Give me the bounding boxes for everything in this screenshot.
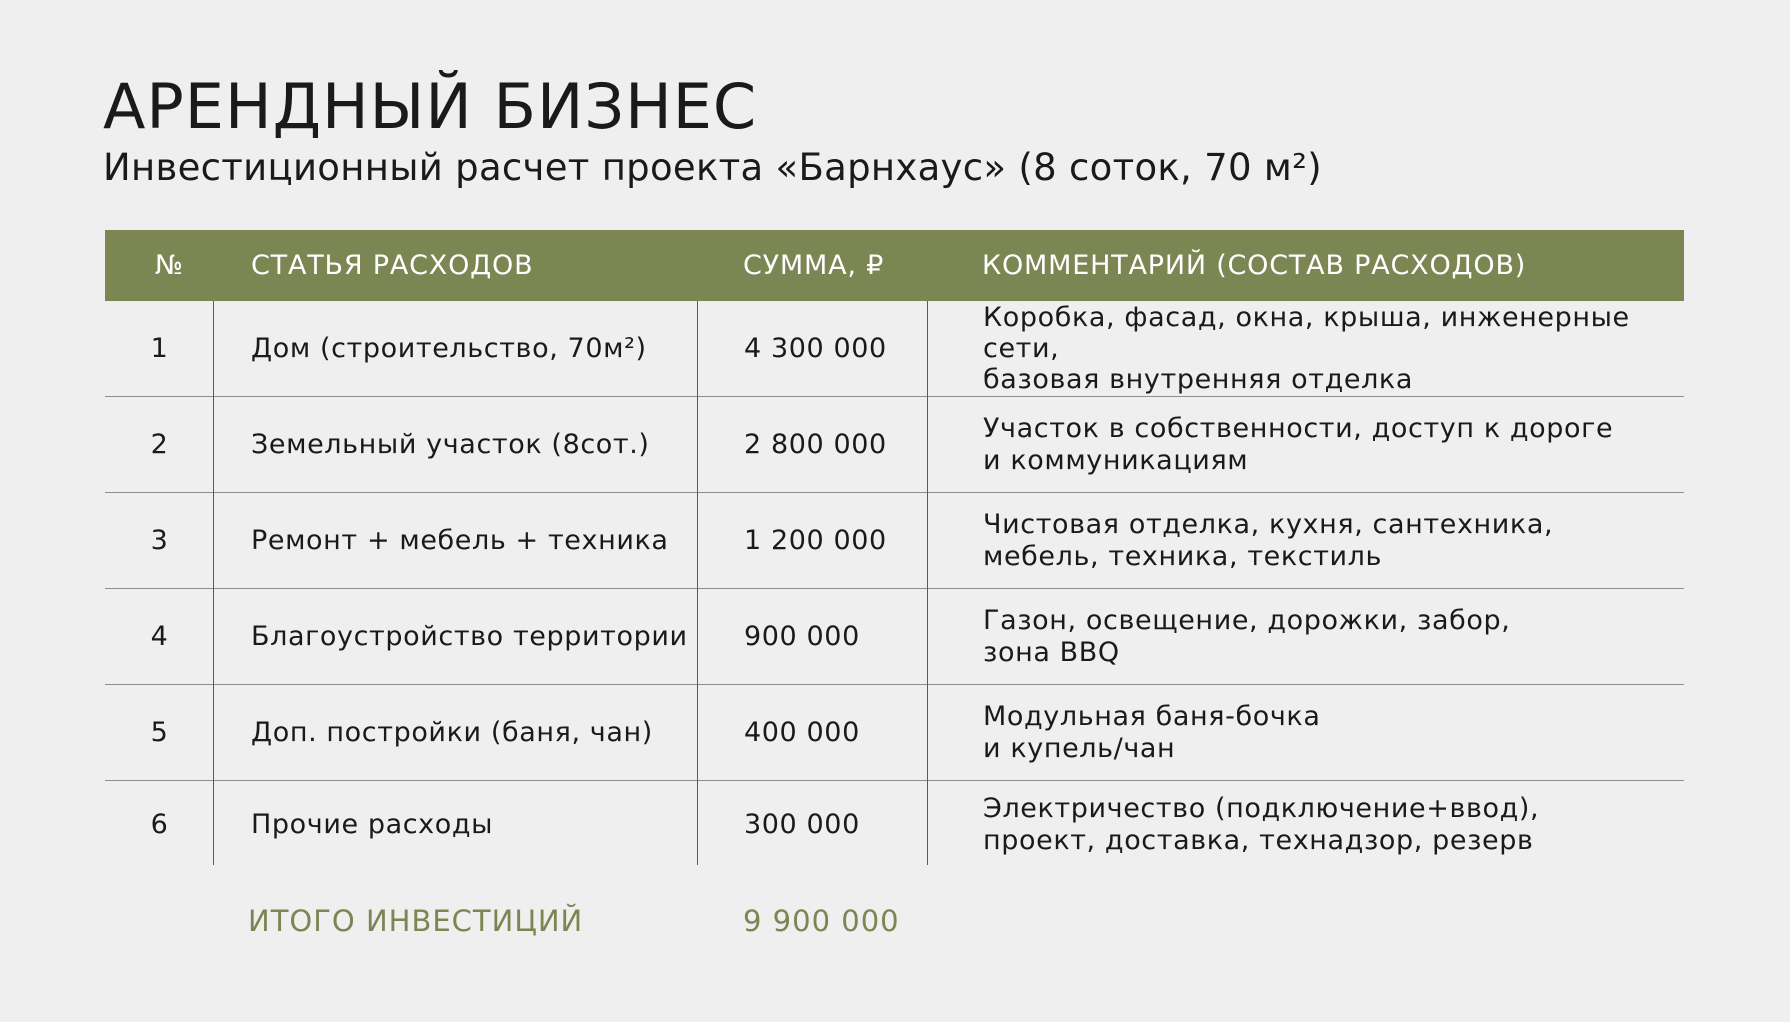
- row-comment-line: Газон, освещение, дорожки, забор,: [983, 605, 1511, 637]
- page-subtitle: Инвестиционный расчет проекта «Барнхаус» (8 соток, 70 м²): [103, 146, 1322, 189]
- row-comment: [983, 781, 1703, 868]
- row-expense-item: Ремонт + мебель + техника: [251, 525, 669, 556]
- row-number: 5: [150, 717, 169, 748]
- column-divider: [697, 301, 698, 865]
- row-expense-item: Прочие расходы: [251, 809, 494, 840]
- row-comment: [983, 685, 1703, 780]
- row-amount: 4 300 000: [744, 333, 887, 364]
- row-comment-line: мебель, техника, текстиль: [983, 540, 1383, 572]
- row-comment: [983, 301, 1703, 396]
- row-comment: [983, 397, 1703, 492]
- row-comment-line: зона BBQ: [983, 636, 1120, 668]
- row-amount: 400 000: [744, 717, 860, 748]
- column-divider: [213, 301, 214, 865]
- row-expense-item: Благоустройство территории: [251, 621, 688, 652]
- table-row: [105, 493, 1684, 589]
- row-expense-item: Земельный участок (8сот.): [251, 429, 650, 460]
- row-comment-line: базовая внутренняя отделка: [983, 364, 1413, 396]
- page-title: АРЕНДНЫЙ БИЗНЕС: [103, 70, 758, 143]
- table-row: [105, 685, 1684, 781]
- table-row: [105, 397, 1684, 493]
- row-comment-line: и коммуникациям: [983, 444, 1249, 476]
- table-row: [105, 781, 1684, 868]
- row-comment-line: Участок в собственности, доступ к дороге: [983, 413, 1614, 445]
- row-comment-line: Чистовая отделка, кухня, сантехника,: [983, 509, 1554, 541]
- header-number: №: [155, 250, 184, 281]
- row-number: 2: [150, 429, 169, 460]
- investment-table: [105, 230, 1684, 868]
- table-row: [105, 301, 1684, 397]
- row-comment-line: Коробка, фасад, окна, крыша, инженерные сети,: [983, 301, 1630, 364]
- row-comment: [983, 493, 1703, 588]
- header-comment: КОММЕНТАРИЙ (СОСТАВ РАСХОДОВ): [982, 250, 1527, 281]
- row-expense-item: Дом (строительство, 70м²): [251, 333, 647, 364]
- row-comment-line: проект, доставка, технадзор, резерв: [983, 824, 1534, 856]
- total-investment-label: ИТОГО ИНВЕСТИЦИЙ: [248, 904, 584, 938]
- row-number: 4: [150, 621, 169, 652]
- total-investment-value: 9 900 000: [743, 904, 900, 938]
- row-number: 3: [150, 525, 169, 556]
- row-amount: 2 800 000: [744, 429, 887, 460]
- row-amount: 300 000: [744, 809, 860, 840]
- row-expense-item: Доп. постройки (баня, чан): [251, 717, 653, 748]
- row-number: 1: [150, 333, 169, 364]
- header-expense-item: СТАТЬЯ РАСХОДОВ: [251, 250, 534, 281]
- row-amount: 900 000: [744, 621, 860, 652]
- row-comment: [983, 589, 1703, 684]
- row-number: 6: [150, 809, 169, 840]
- row-amount: 1 200 000: [744, 525, 887, 556]
- column-divider: [927, 301, 928, 865]
- table-header: [105, 230, 1684, 301]
- header-amount: СУММА, ₽: [743, 250, 885, 281]
- row-comment-line: Электричество (подключение+ввод),: [983, 793, 1540, 825]
- row-comment-line: и купель/чан: [983, 732, 1176, 764]
- table-row: [105, 589, 1684, 685]
- row-comment-line: Модульная баня-бочка: [983, 701, 1321, 733]
